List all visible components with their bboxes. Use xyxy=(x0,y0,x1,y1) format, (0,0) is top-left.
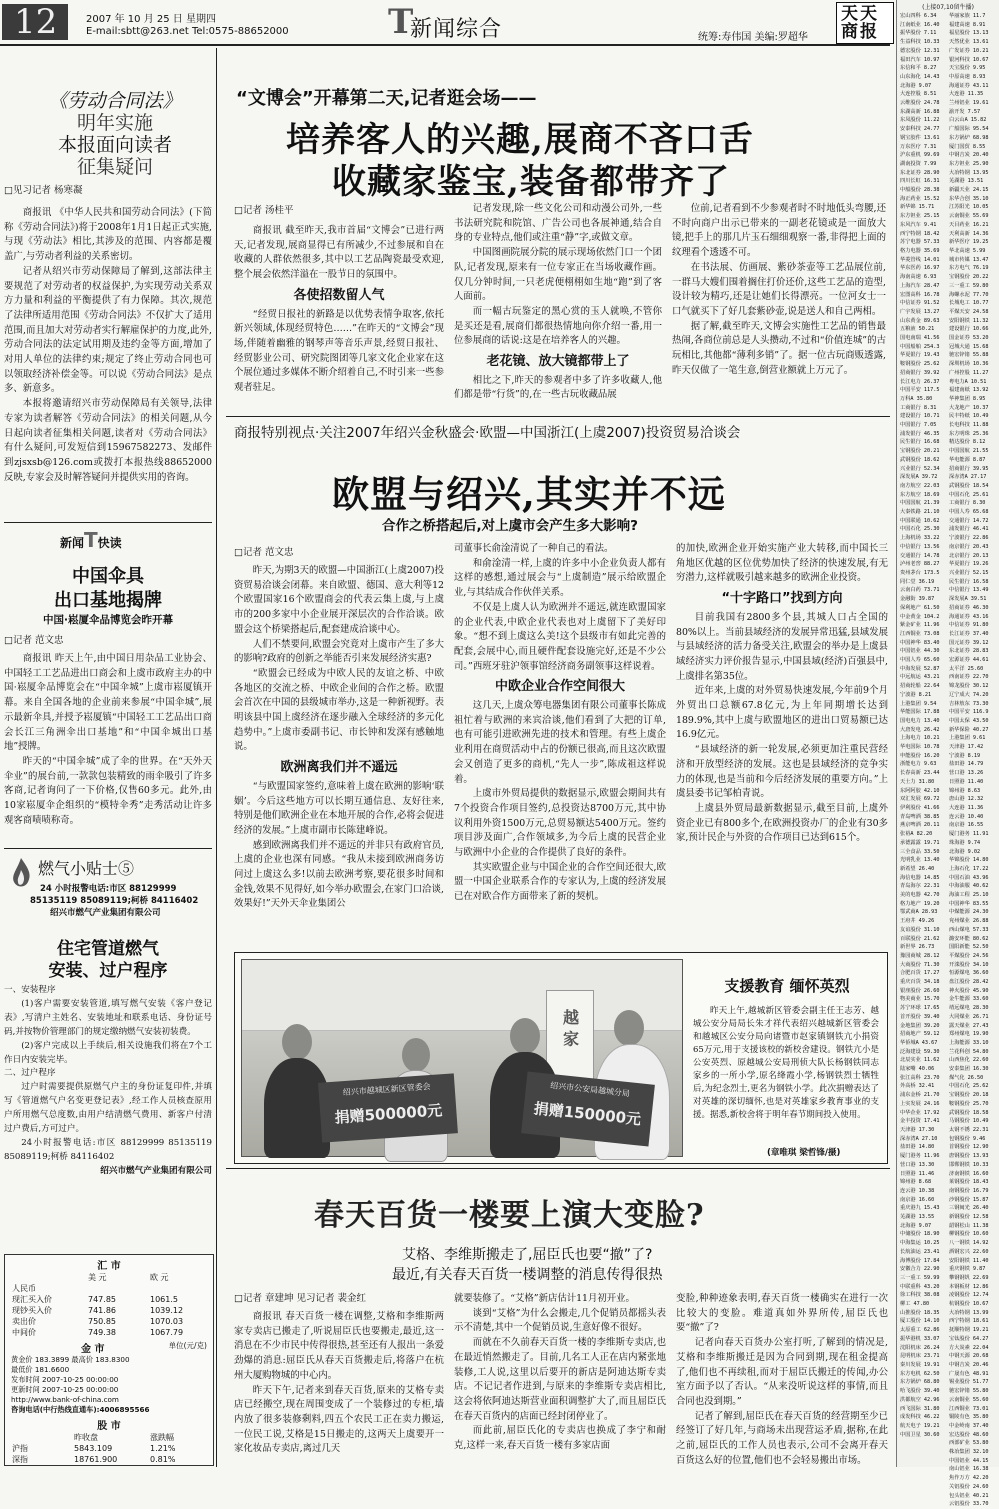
gas-body xyxy=(4,984,212,1234)
expo-c2-p4: 相比之下,昨天的参观者中多了许多收藏人,他们都是带“行货”的,在一些古玩收藏品展 xyxy=(454,374,662,401)
fx-table xyxy=(9,1272,209,1338)
fx-cell xyxy=(147,1283,209,1294)
expo-headline-1: 培养客人的兴趣,展商不吝口舌 xyxy=(286,120,754,160)
fx-h2: 欧 元 xyxy=(150,1273,169,1282)
eu-headline: 欧盟与绍兴,其实并不远 xyxy=(332,472,726,516)
expo-col-3 xyxy=(672,202,886,408)
brand-text: 天天商报 xyxy=(841,4,879,42)
stock-header-row xyxy=(9,1432,209,1443)
gold-line: 咨询电话(中行热线直通车):4006895566 xyxy=(11,1405,150,1414)
expo-sub-1: 各使招数留人气 xyxy=(293,287,385,303)
expo-c2-p3: 而一幅古玩鉴定的黑心赏的玉人就唤,不管你是买还是看,展商们都很热情地向你介绍一番,用一位参展商的话说:这是在培养客人的兴趣。 xyxy=(454,305,662,347)
umbrella-para-2: 昨天的“中国伞城”成了伞的世界。在“天外天伞业”的展台前,一款款包装精致的雨伞吸引了许多客商,记者询问了一下价格,仅售60多元。此外,由10家崧厦伞企组织的“模特伞秀”走秀活动让许多观客商啧啧称奇。 xyxy=(4,755,212,826)
brand-logo xyxy=(836,2,894,44)
stock-cell: 沪指 xyxy=(12,1444,28,1453)
gold-line: 更新时间 2007-10-25 00:00:00 xyxy=(11,1385,119,1394)
umbrella-title-1: 中国伞具 xyxy=(72,566,144,587)
person-1-head xyxy=(282,1024,312,1060)
spring-col-2 xyxy=(454,1292,666,1465)
photo-story-text: 昨天上午,越城新区管委会副主任王志芳、越城公安分局局长朱才祥代表绍兴越城新区管委会和越城区公安分局向诸暨市赵家镇钢铁亢小捐资65万元,用于支援该校的新校舍建设。钢铁亢小是公安英烈、原越城公安局刑侦大队长杨钢铁同志家乡的一所小学,原名绛霞小学,杨钢铁烈士牺牲后,为纪念烈士,更名为钢铁小学。此次捐赠表达了对英雄的深切缅怀,也是对英雄家乡教育事业的支援。据悉,新校舍将于明年春节期间投入使用。 xyxy=(693,1006,879,1120)
fx-header-row xyxy=(9,1272,209,1283)
gas-line-5: 过户时需要提供原燃气户主的身份证复印件,并填写《管道燃气户名变更登记表》,经工作人员核查原用户所用燃气总度数,由用户结清燃气费用、新客户付清过户费后,方可过户。 xyxy=(4,1082,212,1135)
kuaidu-rule xyxy=(4,522,212,523)
kuaidu-label xyxy=(60,528,122,552)
spring-c2-p4: 而此前,屈臣氏化的专卖店也换成了李宁和耐克,这样一来,春天百货一楼有多家店面 xyxy=(454,1425,666,1452)
eu-c2-p4: 这几天,上虞众筹电器集团有限公司董事长陈成祖忙着与欧洲的来宾洽谈,他们看到了大把的订单,也有可能引进欧洲先进的技术和管理。有些上虞企业利用在商贸活动中占的份额已很高,而且这次欧盟会又创造了更多的商机,“先人一步”,陈成祖这样说着。 xyxy=(454,700,666,785)
editors: 统筹:寿伟国 美编:罗超华 xyxy=(698,32,808,43)
eu-c1-p1: 昨天,为期3天的欧盟—中国浙江(上虞2007)投资贸易洽谈会闭幕。来自欧盟、德国、意大利等12个欧盟国家16个欧盟商会的代表云集上虞,与上虞市的200多家中小企业展开深层次的合作洽谈。欧盟会这个桥梁搭起后,配套建成洽谈中心。 xyxy=(234,565,444,635)
gold-line: http://www.bank-of-china.com xyxy=(11,1395,119,1404)
eu-c3-p3: 近年来,上虞的对外贸易快速发展,今年前9个月外贸出口总额67.8亿元,为上年同期增长达到189.9%,其中上虞与欧盟地区的进出口贸易额已达16.9亿元。 xyxy=(676,685,888,741)
eu-c2-p5: 上虞市外贸局提供的数据显示,欧盟会期间共有7个投资合作项目签约,总投资达8700万元,其中协议利用外资1500万元,总贸易额达5400万元。签约项目涉及面广,合作领域多,为今后上虞的民营企业与欧洲中小企业的合作提供了良好的条件。 xyxy=(454,788,666,859)
stock-table xyxy=(9,1432,209,1465)
eu-c3-p4: “县域经济的新一轮发展,必须更加注重民营经济和开放型经济的发展。这也是县域经济的竞争实力的体现,也是当前和今后经济发展的重要方向。”上虞县委书记邹柏青说。 xyxy=(676,744,888,800)
fx-cell: 1067.79 xyxy=(150,1328,184,1337)
stock-cell: 深指 xyxy=(12,1455,28,1464)
article-eu xyxy=(226,418,890,948)
photo-credit: (章唯琪 梁哲锋/摄) xyxy=(767,1148,841,1158)
ticker-col-left: 宏山四科 6.34 江南纸业 16.40 振华股份 7.11 生益科技 10.33 德宏股份 12.31 福田汽车 10.97 东信和平 8.27 山东海化 14.43 北海港 9.07 大连控股 8.51 云维股份 24.78 东湖高新 16.88 东凤股份 11.22 安泰科技 24.77 钢宝胶件 13.61 万东医疗 7.31 沪东重机 99.69 湖南投资 7.99 东北证券 28.90 四川长虹 16.31 中船股份 28.38 海正药业 15.52 新华锦 15.71 东方钽业 25.15 东风汽车 9.41 西宁特钢 18.42 苏宁电器 57.33 格力电器 35.69 华菱管线 14.01 华东医药 16.97 海南高速 6.93 上海汽车 28.47 宏图高科 16.78 中信证券 91.52 广宇发展 13.27 山东黄金 89.63 五粮液 50.21 国电南瑞 41.56 中国船舶 254.3 华夏银行 19.43 鞍钢股份 25.62 招商银行 39.92 长江电力 26.37 中国平安 117.5 万科A 35.80 工商银行 8.31 建设银行 10.71 中国银行 7.05 浦发银行 46.35 民生银行 16.68 宝钢股份 20.21 武钢股份 18.62 兴业银行 52.34 深发展A 39.72 南方航空 22.03 东方航空 18.69 中国国航 21.39 大秦铁路 21.10 中国联通 10.62 中国石化 25.30 上海机场 33.22 中信银行 13.56 交通银行 14.78 泸州老窖 88.27 贵州茅台 173.5 同仁堂 36.19 云南白药 73.71 金融街 39.87 保利地产 61.50 中金黄金 104.2 紫金矿业 11.96 江西铜业 73.08 中国神华 83.40 中国铝业 44.30 中国人寿 65.60 中海发展 52.87 中远航运 43.21 招商轮船 22.64 宁波港 8.21 上港集团 9.54 华能国际 17.88 国电电力 13.40 大唐发电 26.42 上海电力 10.21 华电国际 10.78 申能股份 16.20 浙能电力 9.63 长春高新 23.44 天士力 31.80 东阿阿胶 42.10 双汇发展 69.72 伊利股份 41.66 青岛啤酒 38.85 燕京啤酒 20.11 张裕A 82.20 承德露露 19.71 三全食品 33.50 光明乳业 13.40 新希望 26.40 海信电器 14.85 青岛海尔 22.31 美的电器 42.70 格力地产 19.20 鄂武商A 28.93 王府井 49.26 友谊股份 31.10 百联股份 21.62 新世界 26.73 豫园商城 28.12 大商股份 71.30 合肥百货 17.27 重庆百货 34.18 银座股份 26.60 物美商业 15.70 苏宁环球 17.65 首开股份 39.40 金地集团 39.20 招商地产 59.12 华侨城A 43.67 泛海建设 59.30 北辰实业 11.62 陆家嘴 40.06 张江高科 23.70 外高桥 32.41 浦东金桥 21.70 上实发展 24.16 中华企业 17.92 金丰投资 17.41 天津港 17.30 深赤湾A 27.10 盐田港 14.80 厦门港务 11.96 营口港 13.30 日照港 11.46 锦州港 8.68 连云港 10.38 南京港 16.60 重庆港九 15.43 芜湖港 13.55 北海港 9.07 中储股份 18.90 中海集运 10.25 长航油运 23.41 海博股份 17.84 安徽合力 22.90 三一重工 59.99 中联重科 43.20 徐工科技 38.08 柳工 47.80 山推股份 18.35 厦工股份 14.10 太原重工 62.86 振华港机 33.07 沈阳机床 26.24 昆明机床 23.71 秦川发展 19.91 东方电机 62.50 东方锅炉 68.80 哈飞股份 39.40 洪都航空 42.96 西飞国际 31.80 成发科技 46.22 航天电子 19.21 中国卫星 30.60 xyxy=(900,13,940,1438)
eu-col-3 xyxy=(676,542,888,948)
photo-story-body xyxy=(693,1005,879,1147)
gas-title-1: 住宅管道燃气 xyxy=(57,939,159,959)
fx-cell: 中间价 xyxy=(12,1328,36,1337)
gold-unit: 单位(元/克) xyxy=(168,1341,207,1350)
spring-c1-p1: 商报讯 春天百货一楼在调整,艾格和李维斯两家专卖店已搬走了,听说屈臣氏也要搬走,最近,这一消息在不少市民中传得很热,甚至还有人报出一条爱劲爆的消息:屈臣氏从春天百货搬走后,将落户在杭州大厦购物城的中心内。 xyxy=(234,1311,444,1381)
article-spring xyxy=(226,1170,890,1467)
labor-title-1: 《劳动合同法》 xyxy=(48,90,182,112)
gold-title-row xyxy=(5,1340,213,1355)
umbrella-title-2: 出口基地揭牌 xyxy=(54,590,162,611)
spring-c2-p2: 谈到“艾格”为什么会搬走,几个促销员都摇头表示不清楚,其中一个促销员说,生意好像不很好。 xyxy=(454,1307,666,1334)
board-right-title: 绍兴市公安局越城分局 xyxy=(549,1080,631,1099)
labor-body xyxy=(4,206,212,558)
gas-line-2: (1)客户需要安装管道,填写燃气安装《客户登记表》,写清户主姓名、安装地址和联系电话、身份证号码,并按物价管理部门的规定缴纳燃气安装初装费。 xyxy=(4,998,212,1037)
section-title: 新闻综合 xyxy=(410,17,503,42)
gas-line-3: (2)客户完成以上手续后,相关设施我们将在7个工作日内安装完毕。 xyxy=(4,1040,212,1065)
fx-cell: 750.85 xyxy=(88,1317,116,1326)
labor-para-2: 记者从绍兴市劳动保障局了解到,这部法律主要规范了对劳动者的权益保护,为实现劳动关系双方力量和利益的平衡提供了有力保障。其次,规范了法律所适用范围《劳动合同法》不仅扩大了适用范围,而且加大对劳动者实行解雇保护的力度,此外,劳动合同法的法定试用期及违约金等方面,增加了对用人单位的法律约束;规定了终止劳动合同也可以领取经济补偿金等。可以说《劳动合同法》是点多、新意多。 xyxy=(4,265,212,395)
gas-title-2: 安装、过户程序 xyxy=(48,961,168,981)
spring-c3-p2: 记者向春天百货办公室打听,了解到的情况是,艾格和李维斯搬迁是因为合同到期,现在租金提高了,他们也不再续租,而对于屈臣氏搬迁的传闻,办公室方面予以了否认。“从来没听说这样的事情,而且合同也没到期。” xyxy=(676,1337,888,1407)
stock-cell: 5843.109 xyxy=(74,1444,113,1453)
fx-title: 汇 市 xyxy=(97,1261,121,1272)
stock-row xyxy=(9,1454,209,1465)
stock-cell: 1.21% xyxy=(150,1444,176,1453)
gold-line: 最低价 181.6600 xyxy=(11,1365,70,1374)
contact-info: E-mail:sbtt@263.net Tel:0575-88652000 xyxy=(86,26,289,37)
umbrella-byline: □记者 范文忠 xyxy=(4,635,64,646)
fx-row xyxy=(9,1283,209,1294)
kuaidu-prefix: 新闻 xyxy=(60,536,85,550)
umbrella-subtitle: 中国·崧厦伞品博览会昨开幕 xyxy=(43,614,173,626)
spring-c2-p1: 就要装修了。“艾格”新店估计11月初开业。 xyxy=(454,1293,635,1304)
board-left-amount: 捐赠500000元 xyxy=(334,1101,443,1127)
spring-col-3 xyxy=(676,1292,888,1465)
stock-cell: 18761.900 xyxy=(74,1455,118,1464)
eu-sub-1: 欧洲离我们并不遥远 xyxy=(280,760,398,776)
article-expo xyxy=(226,48,890,408)
page-header xyxy=(0,0,998,46)
labor-title-3: 本报面向读者 xyxy=(57,134,172,156)
person-2-head xyxy=(402,1038,430,1072)
gold-line: 发布时间 2007-10-25 00:00:00 xyxy=(11,1375,119,1384)
fx-row xyxy=(9,1327,209,1338)
gold-lines xyxy=(5,1355,213,1415)
eu-c3-p5: 上虞县外贸局最新数据显示,截至目前,上虞外资企业已有800多个,在欧洲投资办厂的企业有30多家,预计民企与外资的合作项目已达到615个。 xyxy=(676,802,888,844)
gas-line-4: 二、过户程序 xyxy=(4,1068,56,1079)
labor-para-3: 本报将邀请绍兴市劳动保障局有关领导,法律专家为读者解答《劳动合同法》的相关问题,从今日起向读者征集相关问题,读者对《劳动合同法》有什么疑问,可发短信到15967582273、发邮件到zjsxsb@126.com或拨打本报热线88652000反映,专家会及时解答疑问并提供实用的咨询。 xyxy=(4,398,212,483)
fx-cell: 1061.5 xyxy=(150,1295,178,1304)
gold-title: 金 市 xyxy=(81,1344,105,1355)
fx-cell: 1070.03 xyxy=(150,1317,184,1326)
person-3-head xyxy=(510,1018,540,1054)
fx-cell: 1039.12 xyxy=(150,1306,184,1315)
issue-date: 2007 年 10 月 25 日 星期四 xyxy=(86,14,216,25)
expo-c3-p1: 位前,记者看到不少参观者时不时地低头弯腰,还不时向商户出示已带来的一副老花镜或是一面放大镜,把手上的那几片玉石细细观察一番,非得把上面的纹理看个透透不可。 xyxy=(672,203,886,259)
eu-c1-p2: 人们不禁要问,欧盟会究竟对上虞市产生了多大的影响?政府的创新之举能否引来发展经济实惠? xyxy=(234,638,444,665)
expo-c1-p1: 商报讯 截至昨天,我市首届“文博会”已进行两天,记者发现,展商显得已有所减少,不过参展和自在收藏的人群依然很多,其中以工艺品陶瓷最受欢迎,整个展会依然洋溢在一股节日的氛围中。 xyxy=(234,225,444,281)
ticker-col-right: 华丽家族 11.7 福建高速 8.91 福星股份 13.13 天然优业 13.61 广发证券 10.21 银河科技 10.67 天宝股份 9.95 中原高速 8.93 海通证券 43.11 大连港 11.35 兰州铝业 19.61 渝开发 7.57 白云山A 15.82 广船国际 95.54 东方锅炉 68.98 厦门国贸 8.55 中钢吉炭 20.40 东方钽业 25.90 大冶特钢 13.95 芜湖港 13.51 新疆天业 24.15 东华合创 35.10 江苏阳光 10.05 云南铜业 55.69 天目药业 16.21 天利高新 14.36 新华医疗 19.25 华北高速 5.99 城市传媒 13.47 东方电气 76.19 宝钢股份 20.22 三一重工 59.80 海螺水泥 77.70 长城电工 10.77 平煤天安 24.58 安阳钢铁 11.32 建设银行 10.66 国金证券 53.20 冠城大通 15.68 驰宏锌锗 55.88 深圳机场 10.36 广州控股 11.27 粤电力A 10.51 福建南纸 13.92 华神集团 8.95 大龙地产 10.37 民丰特纸 10.49 长电科技 11.88 东方明珠 25.36 精达股份 8.12 中国国航 21.55 华电能源 8.87 招商银行 39.95 深赤湾A 27.17 武钢股份 18.54 中国石化 25.61 工商银行 8.30 中国人寿 65.68 交通银行 14.72 浦发银行 46.41 宁波银行 22.86 南京银行 20.43 北京银行 20.13 华夏银行 19.26 兴业银行 52.15 民生银行 16.58 中信银行 13.49 深发展A 39.51 招商证券 46.30 海通证券 43.16 中信证券 91.80 长江证券 37.40 国元证券 39.12 东北证券 28.83 宏源证券 44.61 太平洋 25.60 西南证券 22.70 锦龙股份 30.12 辽宁成大 74.20 吉林敖东 73.30 中国平安 116.9 中国太保 43.50 新华保险 40.27 上港集团 9.61 天津港 17.42 宁波港 8.19 盐田港 14.79 营口港 13.26 日照港 11.40 锦州港 8.63 唐山港 12.32 大连港 11.36 连云港 10.40 南京港 16.55 厦门港务 11.91 珠海港 9.74 北海港 9.02 华锦股份 14.80 上海石化 17.22 中国石油 43.96 中海油服 40.62 海油工程 25.10 中国神华 83.55 中煤能源 24.30 兖州煤业 26.88 西山煤电 57.33 潞安环能 80.62 国阳新能 52.50 平煤股份 24.56 开滦股份 34.10 恒源煤电 36.60 盘江股份 28.42 神火股份 45.90 金牛能源 33.60 靖远煤电 28.30 大同煤业 26.71 露天煤业 27.43 郑州煤电 19.90 上海能源 33.10 兰花科创 54.80 山西焦化 22.60 安泰集团 16.30 煤气化 26.50 中国石化 25.62 宝钢股份 20.18 鞍钢股份 25.70 武钢股份 18.58 马钢股份 10.49 太钢不锈 22.31 包钢股份 9.46 首钢股份 12.90 唐钢股份 13.93 邯郸钢铁 10.33 济南钢铁 16.60 莱钢股份 18.43 南钢股份 16.79 沙钢股份 15.87 三钢闽光 26.40 新钢股份 12.58 韶钢松山 11.38 柳钢股份 10.60 八一钢铁 14.92 酒钢宏兴 22.60 安阳钢铁 11.40 重庆钢铁 9.87 攀钢钢钒 22.69 本钢板材 12.86 凌钢股份 12.74 杭钢股份 10.67 大冶特钢 13.99 西宁特钢 18.61 抚顺特钢 19.21 宝钛股份 64.27 方大炭素 22.04 中钢天源 20.68 中钢吉炭 20.46 广晟有色 48.91 锡业股份 51.77 驰宏锌锗 55.80 云南铜业 55.60 江西铜业 73.01 铜陵有色 35.80 中金岭南 37.40 宏达股份 48.60 西部矿业 53.80 株冶集团 32.10 中国铝业 44.15 南山铝业 16.38 焦作万方 42.20 关铝股份 24.60 包头铝业 40.21 云铝股份 33.70 xyxy=(949,13,989,1508)
stock-h: 昨收盘 xyxy=(74,1433,98,1442)
spring-headline: 春天百货一楼要上演大变脸? xyxy=(314,1198,705,1233)
spring-byline: □记者 章建坤 见习记者 裴金红 xyxy=(234,1293,367,1304)
stock-h: 涨跌幅 xyxy=(150,1433,174,1442)
spring-subhead-1: 艾格、李维斯搬走了,屈臣氏也要“撤”了? xyxy=(402,1247,653,1263)
expo-col-1 xyxy=(234,224,444,408)
photo-story-box xyxy=(234,952,888,1164)
eu-c1-p5: 感到欧洲离我们并不遥远的并非只有政府官员,上虞的企业也深有同感。“我从未接到欧洲商务访问过上虞这么多!以前去欧洲考察,要花很多时间和金钱,效果不见得好,如今举办欧盟会,在家门口洽谈,效果好!”天外天伞业集团公 xyxy=(234,839,444,910)
gas-logo-text: 燃气小贴士⑤ xyxy=(38,859,135,878)
gas-company: 绍兴市燃气产业集团有限公司 xyxy=(50,908,161,918)
gas-hotline: 24 小时报警电话:市区 88129999 xyxy=(40,884,177,894)
expo-byline: □记者 汤桂平 xyxy=(234,205,294,216)
expo-c3-p3: 据了解,截至昨天,文博会实施性工艺品的销售最热闹,各商位前总是人头攒动,不过和“价值连城”的古玩相比,其他都“薄利多销”了。据一位古玩商贩透露,昨天仅做了一笔生意,倒营业额就上万元了。 xyxy=(672,320,886,376)
fx-cell: 卖出价 xyxy=(12,1317,36,1326)
labor-title-4: 征集疑问 xyxy=(76,156,153,178)
page-number: 12 xyxy=(14,2,58,42)
spring-subhead-2: 最近,有关春天百货一楼调整的消息传得很热 xyxy=(392,1267,663,1283)
umbrella-para-1: 商报讯 昨天上午,由中国日用杂品工业协会、中国轻工工艺品进出口商会和上虞市政府主办的中国·崧厦伞品博览会在“中国伞城”上虞市崧厦镇开幕。来自全国各地的企业前来参展“中国伞城”,展示最新伞具,并授予崧厦镇“中国轻工工艺品出口商会长江三角洲伞出口基地”和“中国伞城出口基地”授牌。 xyxy=(4,653,212,753)
fx-h1: 美 元 xyxy=(88,1273,107,1282)
gas-line-6: 24小时报警电话:市区 88129999 85135119 85089119;柯桥 84116402 xyxy=(4,1137,212,1162)
eu-c2-p3: 不仅是上虞人认为欧洲并不遥远,就连欧盟国家的企业代表,中欧企业代表也对上虞留下了美好印象。“想不到上虞这么美!这个县级市有如此完善的配套,会展中心,而且硬件配套设施完好,还是不少公司。”西班牙驻沪领事馆经济商务副领事这样说着。 xyxy=(454,601,666,672)
market-box xyxy=(4,1254,214,1466)
fx-cell: 749.38 xyxy=(88,1328,116,1337)
donation-board-right xyxy=(521,1071,655,1146)
left-column xyxy=(0,48,218,1467)
spring-top-rule xyxy=(226,1168,890,1169)
eu-c2-p2: 和俞淦清一样,上虞的许多中小企业负责人都有这样的感想,通过展会与“上虞制造”展示给欧盟企业,与其结成合作伙伴关系。 xyxy=(454,557,666,599)
eu-byline: □记者 范文忠 xyxy=(234,547,294,558)
expo-kicker: “文博会”开幕第二天,记者逛会场—— xyxy=(236,88,537,109)
expo-c2-p1: 记者发现,除一些文化公司和动漫公司外,一些书法研究院和院馆、广告公司也各展神通,结合自身的专业特点,他们或注重“静”字,或做文章。 xyxy=(454,203,662,244)
eu-sub-3: “十字路口”找到方向 xyxy=(721,591,843,607)
kuaidu-suffix: 快读 xyxy=(97,536,122,550)
section-mark: T xyxy=(388,2,414,42)
expo-headline-2: 收藏家鉴宝,装备都带齐了 xyxy=(332,162,730,202)
person-4-head xyxy=(614,1010,644,1046)
eu-col-1 xyxy=(234,564,444,948)
kuaidu-mark: T xyxy=(84,528,98,552)
fx-row xyxy=(9,1294,209,1305)
fx-cell xyxy=(85,1283,147,1294)
fx-cell: 现钞买入价 xyxy=(12,1306,52,1315)
labor-byline: □见习记者 杨寒凝 xyxy=(4,185,83,196)
fx-row xyxy=(9,1305,209,1316)
eu-c2-p6: 其实欧盟企业与中国企业的合作空间还很大,欧盟一中国企业联系合作的专家认为,上虞的经济发展已在对欧合作方面带来了新的契机。 xyxy=(454,861,666,903)
photo-story-headline: 支援教育 缅怀英烈 xyxy=(724,977,850,995)
fx-cell: 现汇买入价 xyxy=(12,1295,52,1304)
fx-cell: 人民币 xyxy=(12,1284,36,1293)
stock-ticker xyxy=(896,0,999,1508)
stock-h xyxy=(9,1432,71,1443)
spring-c2-p3: 而就在不久前春天百货一楼的李维斯专卖店,也在最近悄然搬走了。目前,几名工人正在店内紧张地装修,工人说,这里以后要开的新店是阿迪达斯专卖店。不记记者作进到,与原来的李维斯专卖店相比,这会将依阿迪达斯营业面积调整扩大了,而且屈臣氏在春天百货内的店面已经封闭停业了。 xyxy=(454,1337,666,1422)
stock-row xyxy=(9,1443,209,1454)
expo-bottom-rule xyxy=(226,416,890,417)
gas-line-7: 绍兴市燃气产业集团有限公司 xyxy=(100,1165,212,1176)
expo-col-2 xyxy=(454,202,662,408)
left-col-divider xyxy=(216,48,217,1467)
eu-kicker: 商报特别视点·关注2007年绍兴金秋盛会·欧盟—中国浙江(上虞2007)投资贸易洽谈会 xyxy=(234,425,741,441)
header-rule xyxy=(0,44,890,46)
banner-text: 越 家 xyxy=(560,1009,580,1047)
gas-rule xyxy=(4,848,212,849)
eu-c1-p4: “与欧盟国家签约,意味着上虞在欧洲的影响‘联姻’。今后这些地方可以长期互通信息、友好往来,特别是他们欧洲企业在本地开展的合作,必将会促进经济的发展。”上虞市副市长陈建峰说。 xyxy=(234,780,444,836)
eu-c2-p1: 司董事长俞淦清说了一种自己的看法。 xyxy=(454,543,614,554)
donation-board-left xyxy=(318,1073,458,1142)
gas-line-1: 一、安装程序 xyxy=(4,985,56,995)
stock-cell: 0.81% xyxy=(150,1455,176,1464)
spring-col-1 xyxy=(234,1310,444,1465)
donation-photo xyxy=(241,959,683,1157)
spring-c3-p1: 变脸,种种迹象表明,春天百货一楼确实在进行一次比较大的变脸。难道真如外界所传,屈臣氏也要“撤”了? xyxy=(676,1293,888,1334)
labor-title-2: 明年实施 xyxy=(76,112,153,134)
eu-c1-p3: “欧盟会已经成为中欧人民的友谊之桥、中欧各地区的交流之桥、中欧企业间的合作之桥。欧盟会首次在中国的县级城市举办,这是一种新视野。表明该县中国上虞经济在逐步融入全球经济的多元化趋势中。”上虞市委副书记、市长钟和发深有感触地说。 xyxy=(234,667,444,753)
gas-hotline-2: 85135119 85089119;柯桥 84116402 xyxy=(30,896,199,906)
spring-c3-p3: 记者了解到,屈臣氏在春天百货的经营期至少已经签订了好几年,与商场未出现营运矛盾,据称,在此之前,屈臣氏的工作人员也表示,公司不会离开春天百货这么好的位置,他们也不会轻易搬出市场。 xyxy=(676,1410,888,1466)
stock-title: 股 市 xyxy=(97,1421,121,1432)
fx-h0 xyxy=(9,1272,85,1283)
expo-c2-p2: 中国图画院展分院的展示现场依然门口一个团队,记者发现,原来有一位专家正在当场收藏作画。仅几分钟时间,一只老虎便栩栩如生地“跑”到了客人面前。 xyxy=(454,247,662,303)
eu-c3-p1: 的加快,欧洲企业开始实施产业大转移,而中国长三角地区优越的区位优势加快了经济的快速发展,有无穷潜力,这样就吸引越来越多的欧洲企业投资。 xyxy=(676,543,888,584)
board-left-title: 绍兴市越城区新区管委会 xyxy=(342,1081,431,1098)
fx-cell: 747.85 xyxy=(88,1295,116,1304)
board-right-amount: 捐赠150000元 xyxy=(533,1099,642,1129)
expo-sub-2: 老花镜、放大镜都带上了 xyxy=(486,354,630,370)
eu-col-2 xyxy=(454,542,666,948)
eu-sub-2: 中欧企业合作空间很大 xyxy=(494,679,625,695)
fx-cell: 741.86 xyxy=(88,1306,116,1315)
eu-subhead: 合作之桥搭起后,对上虞市会产生多大影响? xyxy=(382,518,638,534)
expo-c1-p2: “经贸日报社的新路是以优势表情争取客,依托新兴领域,体现经贸特色……”在昨天的“文博会”现场,伴随着幽雅的钢琴声等音乐声景,经贸日报社、经贸影业公司、研究院图团等几家文化企业家在这个展位通过多媒体不断介绍着自己,不时引来一些参观者驻足。 xyxy=(234,308,444,394)
labor-para-1: 商报讯 《中华人民共和国劳动合同法》(下简称《劳动合同法》)将于2008年1月1日起正式实施,与现《劳动法》相比,其涉及的范围、内容都是覆盖广,与劳动者利益的关系密切。 xyxy=(4,207,212,263)
fx-row xyxy=(9,1316,209,1327)
spring-c1-p2: 昨天下午,记者来到春天百货,原来的艾格专卖店已经搬空,现在周围变成了一个装修过的专柜,墙内放了很多装修剩料,四五个农民工正在卖力搬运,一位民工说,艾格是15日搬走的,这两天上虞要开一家化妆品专卖店,离过几天 xyxy=(234,1384,444,1455)
eu-c3-p2: 目前我国有2800多个县,其城人口占全国的80%以上。当前县域经济的发展异常迅猛,县域发展与县域经济的活力备受关注,欧盟会的举办是上虞县域经济实力评价报告显示,中国县域(经济)百强县中,上虞排名第35位。 xyxy=(676,611,888,682)
gold-line: 黄金价 183.3899 最高价 183.8300 xyxy=(11,1355,130,1364)
gas-logo-icon xyxy=(8,856,34,890)
ticker-heading: (上接07,10留牛播) xyxy=(922,4,974,11)
expo-c3-p2: 在书法展、仿画展、紫砂茶壶等工艺品展位前,一群马大嫂们围着搁住打价还价,这些工艺品的造型,设计较为精巧,还是让她们长得漂亮。一位河女士一口气就买下了好几套紫砂壶,说是送人和自己两相。 xyxy=(672,261,886,317)
